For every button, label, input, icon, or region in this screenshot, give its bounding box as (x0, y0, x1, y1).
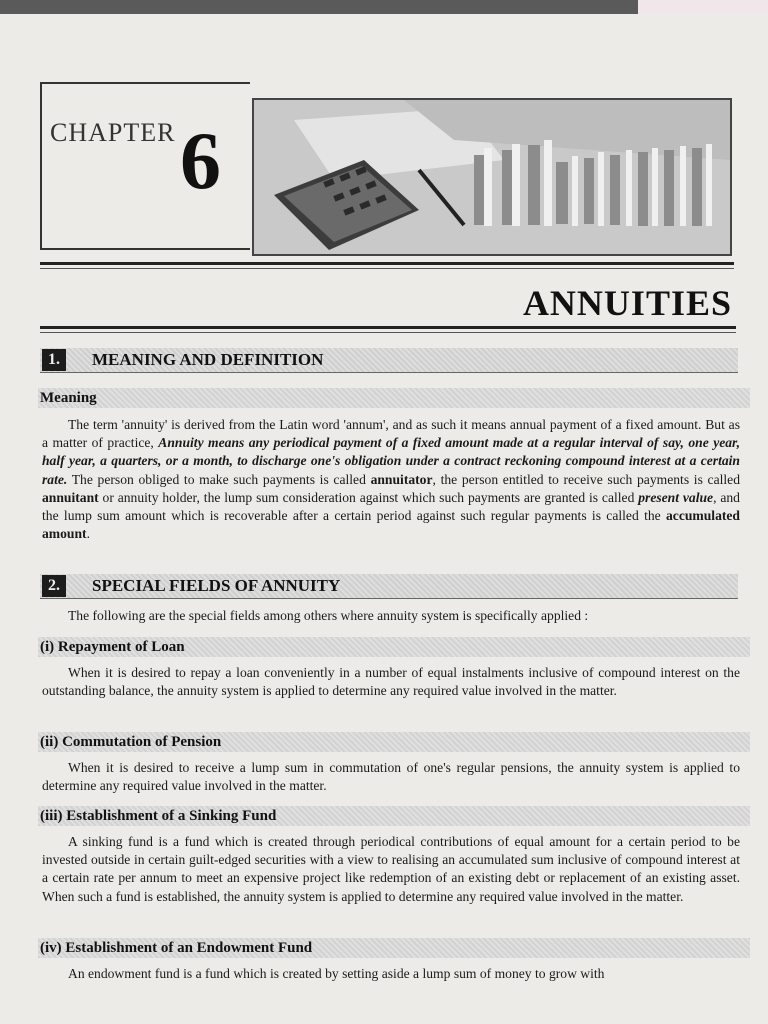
section-heading-1 (40, 348, 738, 373)
subheading-endowment-fund: (iv) Establishment of an Endowment Fund (38, 938, 750, 958)
header-rule (40, 262, 734, 265)
chapter-number: 6 (180, 115, 221, 206)
section-title: SPECIAL FIELDS OF ANNUITY (92, 576, 341, 595)
repayment-paragraph: When it is desired to repay a loan conveniently in a number of equal instalments inclusive of compound interest on the outstanding balance, the annuity system is applied to determine any required value involved in the matter. (42, 665, 740, 699)
subheading-commutation-of-pension: (ii) Commutation of Pension (38, 732, 750, 752)
chapter-title: ANNUITIES (522, 283, 732, 323)
fields-intro: The following are the special fields among others where annuity system is specifically applied : (68, 608, 589, 623)
commutation-paragraph: When it is desired to receive a lump sum in commutation of one's regular pensions, the annuity system is applied to determine any required value involved in the matter. (42, 760, 740, 794)
chapter-label: CHAPTER (50, 118, 176, 147)
section-number: 2. (42, 575, 66, 597)
title-rule (40, 326, 736, 329)
calculator-illustration (254, 100, 730, 254)
chapter-photo-calculator (252, 98, 732, 256)
section-heading-2 (40, 574, 738, 599)
title-rule-thin (40, 332, 736, 333)
subheading-meaning: Meaning (38, 388, 750, 408)
header-rule-thin (40, 268, 734, 269)
section-title: MEANING AND DEFINITION (92, 350, 324, 369)
page-edge-top (0, 0, 768, 14)
background-strip (638, 0, 768, 14)
section-number: 1. (42, 349, 66, 371)
subheading-sinking-fund: (iii) Establishment of a Sinking Fund (38, 806, 750, 826)
meaning-paragraph: The term 'annuity' is derived from the Latin word 'annum', and as such it means annual payment of a fixed amount. But as a matter of practice, Annuity means any periodical payment of a fixed amount made at a regular interval of say, one year, half year, a quarters, or a month, to discharge one's obligation under a contract reckoning compound interest at a certain rate. The person obliged to make such payments is called annuitator, the person entitled to receive such payments is called annuitant or annuity holder, the lump sum consideration against which such payments are granted is called present value, and the lump sum amount which is recoverable after a certain period against such regular payments is called the accumulated amount. (42, 417, 740, 542)
subheading-repayment-of-loan: (i) Repayment of Loan (38, 637, 750, 657)
sinking-fund-paragraph: A sinking fund is a fund which is created through periodical contributions of equal amount for a certain period to be invested outside in certain guilt-edged securities with a view to realising an accumulated sum inclusive of compound interest at a certain rate per annum to meet an expensive project like redemption of an existing debt or replacement of an existing asset. When such a fund is established, the annuity system is applied to determine any required value involved in the matter. (42, 834, 740, 904)
endowment-paragraph: An endowment fund is a fund which is created by setting aside a lump sum of money to grow with (68, 966, 605, 981)
